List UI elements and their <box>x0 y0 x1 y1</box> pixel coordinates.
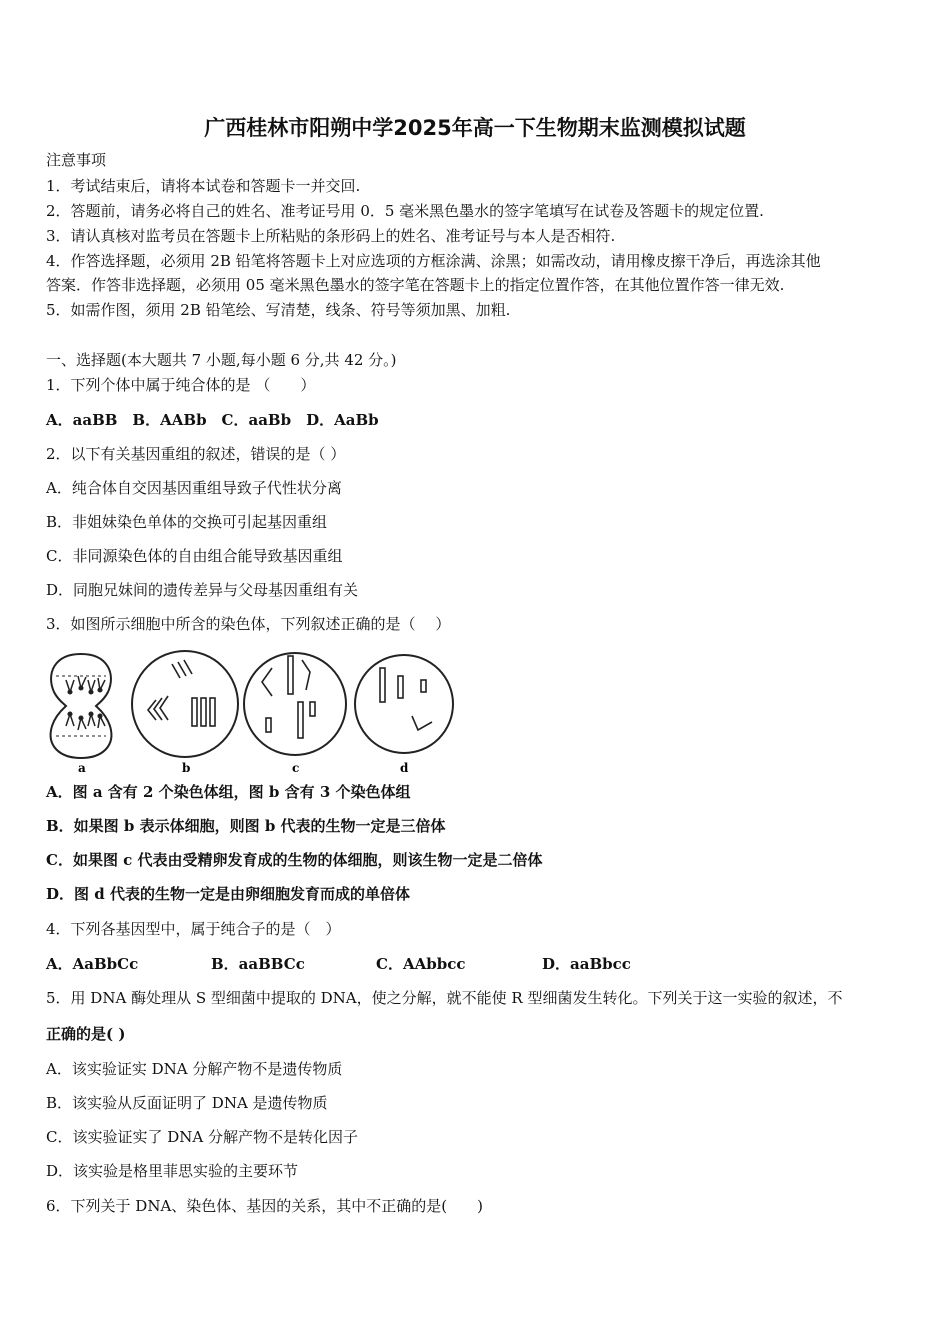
notice-heading: 注意事项 <box>46 151 107 169</box>
q4-option-a: A．AaBbCc <box>46 955 139 973</box>
notice-item-5: 5．如需作图，须用 2B 铅笔绘、写清楚，线条、符号等须加黑、加粗. <box>46 301 511 319</box>
fig-label-c: c <box>292 761 300 775</box>
q2-option-c: C．非同源染色体的自由组合能导致基因重组 <box>46 547 343 565</box>
page-title: 广西桂林市阳朔中学2025年高一下生物期末监测模拟试题 <box>204 116 746 140</box>
chromosome-figure <box>44 646 454 776</box>
q2-stem: 2．以下有关基因重组的叙述，错误的是（ ） <box>46 445 346 463</box>
notice-item-4-cont: 答案．作答非选择题，必须用 05 毫米黑色墨水的签字笔在答题卡上的指定位置作答，在其他位置作答一律无效. <box>46 276 785 294</box>
section-heading: 一、选择题(本大题共 7 小题,每小题 6 分,共 42 分。) <box>46 351 397 369</box>
q5-option-c: C．该实验证实了 DNA 分解产物不是转化因子 <box>46 1128 358 1146</box>
q5-option-a: A．该实验证实 DNA 分解产物不是遗传物质 <box>46 1060 343 1078</box>
q6-stem: 6．下列关于 DNA、染色体、基因的关系，其中不正确的是( ) <box>46 1197 484 1215</box>
q2-option-d: D．同胞兄妹间的遗传差异与父母基因重组有关 <box>46 581 359 599</box>
q2-option-a: A．纯合体自交因基因重组导致子代性状分离 <box>46 479 342 497</box>
fig-label-a: a <box>78 761 86 775</box>
q3-option-b: B．如果图 b 表示体细胞，则图 b 代表的生物一定是三倍体 <box>46 817 446 835</box>
fig-label-b: b <box>182 761 191 775</box>
q4-option-c: C．AAbbcc <box>376 955 466 973</box>
notice-item-1: 1．考试结束后，请将本试卷和答题卡一并交回. <box>46 177 361 195</box>
q3-option-c: C．如果图 c 代表由受精卵发育成的生物的体细胞，则该生物一定是二倍体 <box>46 851 543 869</box>
q4-option-b: B．aaBBCc <box>211 955 305 973</box>
q2-option-b: B．非姐妹染色单体的交换可引起基因重组 <box>46 513 328 531</box>
fig-label-d: d <box>400 761 409 775</box>
chromosome-diagram <box>44 646 454 776</box>
q5-stem-line1: 5．用 DNA 酶处理从 S 型细菌中提取的 DNA，使之分解，就不能使 R 型细菌发生转化。下列关于这一实验的叙述，不 <box>46 989 843 1007</box>
q4-option-d: D．aaBbcc <box>542 955 631 973</box>
q5-option-d: D．该实验是格里菲思实验的主要环节 <box>46 1162 299 1180</box>
q3-option-d: D．图 d 代表的生物一定是由卵细胞发育而成的单倍体 <box>46 885 410 903</box>
notice-item-4: 4．作答选择题，必须用 2B 铅笔将答题卡上对应选项的方框涂满、涂黑；如需改动，请用橡皮擦干净后，再选涂其他 <box>46 252 821 270</box>
cell-b-membrane <box>132 651 238 757</box>
q3-stem: 3．如图所示细胞中所含的染色体，下列叙述正确的是（ ） <box>46 615 451 633</box>
notice-item-3: 3．请认真核对监考员在答题卡上所粘贴的条形码上的姓名、准考证号与本人是否相符. <box>46 227 616 245</box>
q1-stem: 1．下列个体中属于纯合体的是 （ ） <box>46 376 316 394</box>
q1-options: A．aaBB B．AABb C．aaBb D．AaBb <box>46 411 379 429</box>
cell-c-membrane <box>244 653 346 755</box>
notice-item-2: 2．答题前，请务必将自己的姓名、准考证号用 0．5 毫米黑色墨水的签字笔填写在试卷及答题卡的规定位置. <box>46 202 764 220</box>
cell-d-membrane <box>355 655 453 753</box>
q3-option-a: A．图 a 含有 2 个染色体组，图 b 含有 3 个染色体组 <box>46 783 411 801</box>
q5-stem-line2: 正确的是( ) <box>46 1025 126 1043</box>
q5-option-b: B．该实验从反面证明了 DNA 是遗传物质 <box>46 1094 328 1112</box>
cell-a-membrane <box>51 654 112 758</box>
q4-stem: 4．下列各基因型中，属于纯合子的是（ ） <box>46 920 341 938</box>
